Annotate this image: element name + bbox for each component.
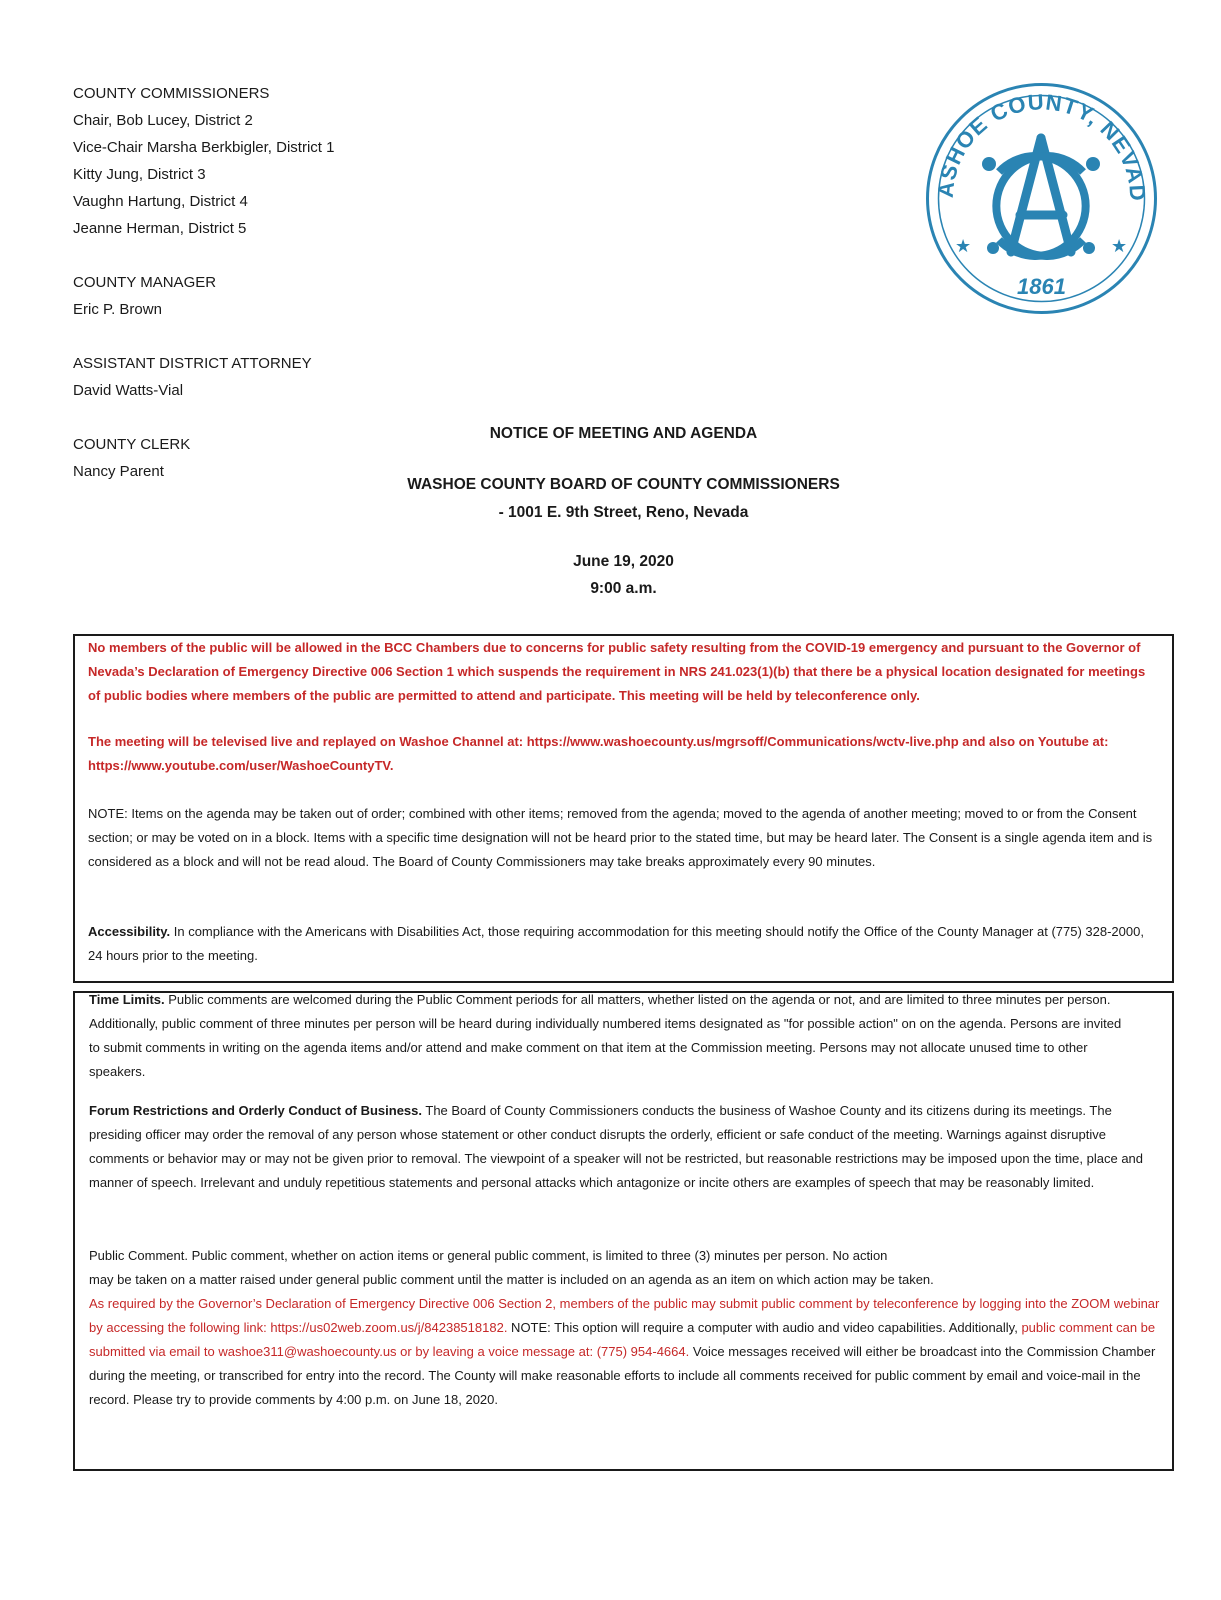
public-comment-paragraph	[89, 1244, 1164, 1412]
forum-restrictions-label: Forum Restrictions and Orderly Conduct of Business.	[89, 1103, 422, 1118]
attorney-name: David Watts-Vial	[73, 382, 184, 399]
covid-notice-box	[73, 634, 1174, 983]
commissioners-heading: COUNTY COMMISSIONERS	[73, 85, 270, 102]
commissioner-name: Jeanne Herman, District 5	[73, 220, 247, 237]
clerk-heading: COUNTY CLERK	[73, 436, 191, 453]
meeting-date: June 19, 2020	[573, 553, 674, 570]
agenda-note: NOTE: Items on the agenda may be taken out of order; combined with other items; removed from the agenda; moved to the agenda of another meeting; moved to or from the Consent section; or may be voted on in a block. Items with a specific time designation will not be heard prior to the stated time, but may be heard later. The Consent is a single agenda item and is considered as a block and will not be read aloud. The Board of County Commissioners may take breaks approximately every 90 minutes.	[88, 806, 1153, 869]
commissioner-name: Vaughn Hartung, District 4	[73, 193, 248, 210]
seal-arc-text: ASHOE COUNTY, NEVAD	[932, 89, 1151, 203]
seal-graphic	[923, 80, 1160, 317]
meeting-time: 9:00 a.m.	[590, 580, 657, 597]
washoe-county-seal-logo	[923, 80, 1160, 317]
commissioner-name: Kitty Jung, District 3	[73, 166, 206, 183]
attorney-heading: ASSISTANT DISTRICT ATTORNEY	[73, 355, 312, 372]
public-comment-line-1: Public Comment. Public comment, whether on action items or general public comment, is limited to three (3) minutes per person. No action	[89, 1248, 888, 1263]
notice-title: NOTICE OF MEETING AND AGENDA	[489, 425, 758, 442]
zoom-instructions: As required by the Governor’s Declaration of Emergency Directive 006 Section 2, members of the public may submit public comment by teleconference by logging into the ZOOM webinar by accessing the following link: https://us02web.zoom.us/j/84238518182.	[89, 1296, 1160, 1335]
public-comment-box	[73, 991, 1174, 1471]
clerk-name: Nancy Parent	[73, 463, 164, 480]
manager-heading: COUNTY MANAGER	[73, 274, 217, 291]
commissioner-name: Chair, Bob Lucey, District 2	[73, 112, 253, 129]
board-name: WASHOE COUNTY BOARD OF COUNTY COMMISSIONERS	[407, 476, 840, 493]
manager-name: Eric P. Brown	[73, 301, 162, 318]
covid-notice: No members of the public will be allowed in the BCC Chambers due to concerns for public safety resulting from the COVID-19 emergency and pursuant to the Governor of Nevada’s Declaration of Emergency Directive 006 Section 1 which suspends the requirement in NRS 241.023(1)(b) that there be a physical location designated for meetings of public bodies where members of the public are permitted to attend and participate. This meeting will be held by teleconference only.	[88, 640, 1146, 703]
meeting-address: - 1001 E. 9th Street, Reno, Nevada	[498, 504, 749, 521]
time-limits-text: Public comments are welcomed during the Public Comment periods for all matters, whether listed on the agenda or not, and are limited to three minutes per person. Additionally, public comment of three minutes per person will be heard during individually numbered items designated as "for possible action" on on the agenda. Persons are invited to submit comments in writing on the agenda items and/or attend and make comment on that item at the Commission meeting. Persons may not allocate unused time to other speakers.	[89, 992, 1122, 1079]
accessibility-text: In compliance with the Americans with Disabilities Act, those requiring accommodation for this meeting should notify the Office of the County Manager at (775) 328-2000, 24 hours prior to the meeting.	[88, 924, 1144, 963]
seal-star-left: ★	[955, 236, 972, 257]
zoom-note: NOTE: This option will require a computer with audio and video capabilities. Additionally,	[507, 1320, 1022, 1335]
public-comment-line-2: may be taken on a matter raised under general public comment until the matter is included on an agenda as an item on which action may be taken.	[89, 1272, 934, 1287]
forum-restrictions-text: The Board of County Commissioners conducts the business of Washoe County and its citizens during its meetings. The presiding officer may order the removal of any person whose statement or other conduct disrupts the orderly, efficient or safe conduct of the meeting. Warnings against disruptive comments or behavior may or may not be given prior to removal. The viewpoint of a speaker will not be restricted, but reasonable restrictions may be imposed upon the time, place and manner of speech. Irrelevant and unduly repetitious statements and personal attacks which antagonize or incite others are examples of speech that may be reasonably limited.	[89, 1103, 1144, 1190]
seal-star-right: ★	[1111, 236, 1128, 257]
closing-text: Voice messages received will either be broadcast into the Commission Chamber during the meeting, or transcribed for entry into the record. The County will make reasonable efforts to include all comments received for public comment by email and voice-mail in the record. Please try to provide comments by 4:00 p.m. on June 18, 2020.	[89, 1344, 1156, 1407]
accessibility-paragraph	[88, 920, 1158, 968]
email-voicemail-instructions: public comment can be submitted via email to washoe311@washoecounty.us or by leaving a voice message at: (775) 954-4664.	[89, 1320, 1156, 1359]
time-limits-paragraph	[89, 988, 1134, 1084]
forum-restrictions-paragraph	[89, 1099, 1164, 1195]
broadcast-notice: The meeting will be televised live and replayed on Washoe Channel at: https://www.washoecounty.us/mgrsoff/Communications/wctv-live.php and also on Youtube at: https://www.youtube.com/user/WashoeCountyTV.	[88, 734, 1109, 773]
seal-year: 1861	[1017, 274, 1066, 299]
commissioner-name: Vice-Chair Marsha Berkbigler, District 1	[73, 139, 335, 156]
accessibility-label: Accessibility.	[88, 924, 171, 939]
time-limits-label: Time Limits.	[89, 992, 165, 1007]
